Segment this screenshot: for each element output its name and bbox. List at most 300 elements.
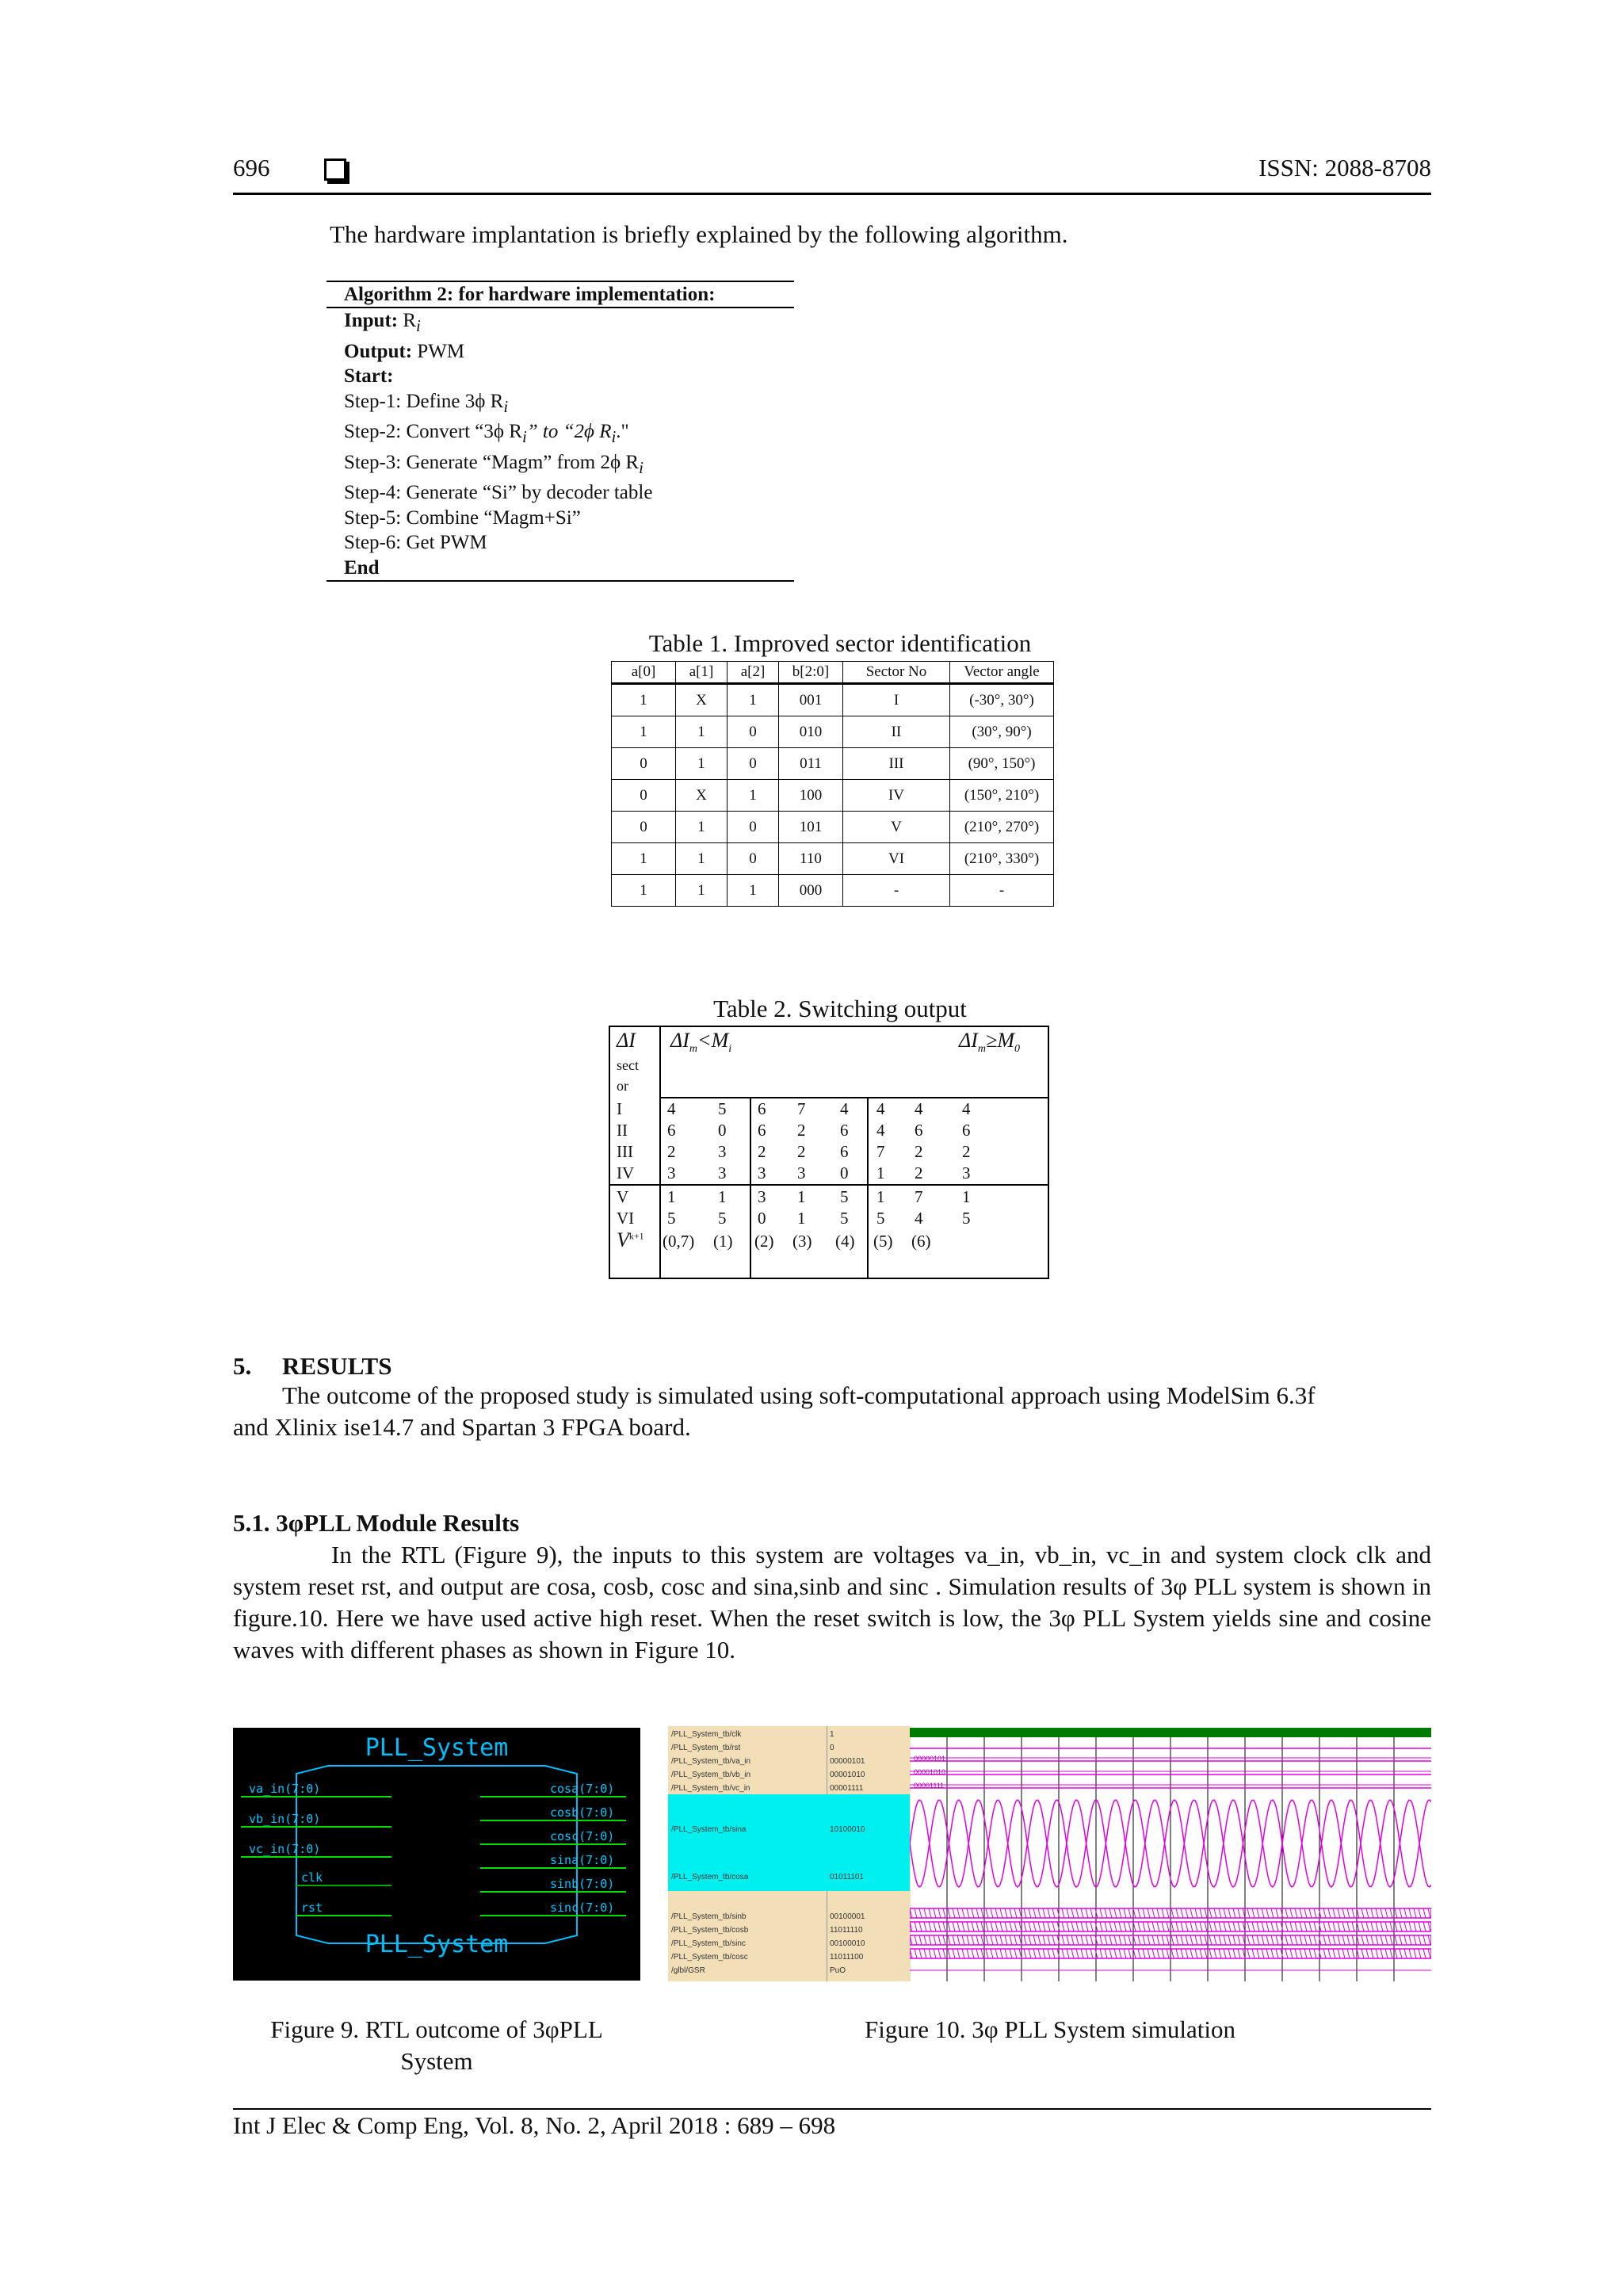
bus-transition	[1262, 1908, 1264, 1918]
bus-transition	[1109, 1949, 1112, 1958]
bus-transition	[1314, 1922, 1316, 1931]
bus-transition	[1419, 1935, 1421, 1945]
bus-transition	[1048, 1949, 1050, 1958]
bus-transition	[1043, 1922, 1045, 1931]
bus-transition	[1314, 1935, 1316, 1945]
bus-transition	[1262, 1949, 1264, 1958]
signal-row[interactable]: /PLL_System_tb/rst 0	[671, 1744, 834, 1752]
table2-cell: 3	[962, 1163, 971, 1182]
bus-transition	[1266, 1922, 1269, 1931]
bus-transition	[1109, 1922, 1112, 1931]
bus-transition	[1338, 1935, 1340, 1945]
bus-transition	[943, 1922, 945, 1931]
table2-sector: I	[617, 1099, 622, 1118]
bus-transition	[1029, 1949, 1031, 1958]
bus-transition	[1385, 1949, 1388, 1958]
table1-cell: 1	[676, 716, 727, 748]
bus-transition	[976, 1935, 979, 1945]
issn: ISSN: 2088-8708	[1258, 154, 1431, 181]
bus-transition	[1214, 1949, 1216, 1958]
bus-transition	[1157, 1908, 1159, 1918]
bus-transition	[1309, 1935, 1312, 1945]
bus-transition	[1090, 1949, 1093, 1958]
bus-transition	[1419, 1949, 1421, 1958]
table-row	[612, 748, 1054, 780]
bus-transition	[1295, 1935, 1297, 1945]
bus-transition	[1086, 1922, 1088, 1931]
rtl-wire	[480, 1867, 626, 1869]
bus-transition	[1038, 1908, 1041, 1918]
bus-transition	[1157, 1922, 1159, 1931]
bus-transition	[1162, 1949, 1164, 1958]
subsection-paragraph: In the RTL (Figure 9), the inputs to this system are voltages va_in, vb_in, vc_in and system clock clk and system reset rst, and output are cosa, cosb, cosc and sina,sinb and sinc . Simulation results of 3φ PLL system is shown in figure.10. Here we have used active high reset. When the reset switch is low, the 3φ PLL System yields sine and cosine waves with different phases as shown in Figure 10.	[233, 1541, 1431, 1664]
signal-row[interactable]: /PLL_System_tb/cosb 11011110	[671, 1926, 863, 1935]
table1-cell: 000	[779, 875, 843, 907]
bus-transition	[1247, 1949, 1250, 1958]
bus-transition	[1295, 1949, 1297, 1958]
signal-row[interactable]: /PLL_System_tb/clk 1	[671, 1730, 834, 1739]
bus-transition	[1328, 1935, 1331, 1945]
bus-transition	[1390, 1922, 1392, 1931]
bus-transition	[1109, 1935, 1112, 1945]
subsection-title: 5.1. 3φPLL Module Results	[233, 1509, 520, 1537]
bus-transition	[1247, 1908, 1250, 1918]
bus-transition	[1128, 1935, 1131, 1945]
bus-transition	[995, 1922, 998, 1931]
table1-cell: X	[676, 780, 727, 812]
rtl-wire	[480, 1891, 626, 1893]
bus-transition	[1200, 1935, 1202, 1945]
bus-transition	[1285, 1908, 1288, 1918]
bus-transition	[1086, 1935, 1088, 1945]
table1-cell: 1	[612, 716, 676, 748]
table2-cell: 4	[876, 1099, 885, 1118]
bus-transition	[1347, 1922, 1350, 1931]
bus-transition	[1167, 1908, 1169, 1918]
table2-vector-label: (1)	[713, 1232, 733, 1251]
bus-transition	[976, 1949, 979, 1958]
bus-transition	[1014, 1908, 1017, 1918]
bus-transition	[1414, 1908, 1416, 1918]
table1-header: a[2]	[727, 662, 779, 684]
algorithm-step-4: Step-4: Generate “Si” by decoder table	[344, 482, 653, 503]
bus-transition	[934, 1949, 936, 1958]
bus-transition	[1295, 1922, 1297, 1931]
bus-transition	[1323, 1908, 1326, 1918]
bus-transition	[1005, 1935, 1007, 1945]
table1-cell: 0	[612, 780, 676, 812]
bus-transition	[948, 1908, 950, 1918]
table1-cell: 1	[612, 684, 676, 716]
bus-transition	[1419, 1922, 1421, 1931]
bus-transition	[1219, 1949, 1221, 1958]
table2-cell: 2	[962, 1142, 971, 1161]
bus-transition	[1076, 1922, 1079, 1931]
table2-cell: 3	[667, 1163, 676, 1182]
bus-transition	[1224, 1908, 1226, 1918]
table2-vector-label: (2)	[754, 1232, 774, 1251]
bus-transition	[1238, 1949, 1240, 1958]
bus-transition	[1048, 1908, 1050, 1918]
bus-transition	[1176, 1908, 1178, 1918]
bus-transition	[1205, 1908, 1207, 1918]
bus-transition	[953, 1949, 955, 1958]
table2-sector: II	[617, 1121, 628, 1140]
bus-transition	[1371, 1922, 1373, 1931]
table-row	[612, 716, 1054, 748]
bus-transition	[1290, 1922, 1293, 1931]
bus-transition	[1181, 1949, 1183, 1958]
bus-transition	[1214, 1908, 1216, 1918]
bus-transition	[1304, 1922, 1307, 1931]
table2-vector-label: (5)	[873, 1232, 893, 1251]
bus-transition	[1276, 1935, 1278, 1945]
bus-transition	[1300, 1949, 1302, 1958]
table1-cell: VI	[843, 843, 950, 875]
bus-transition	[1285, 1922, 1288, 1931]
table2-left-condition: $\Delta I_m<M_i$	[670, 1029, 732, 1056]
bus-transition	[1328, 1908, 1331, 1918]
table2-or-label: or	[617, 1078, 628, 1094]
table2-cell: 0	[758, 1209, 766, 1228]
bus-transition	[1276, 1908, 1278, 1918]
bus-transition	[1409, 1922, 1411, 1931]
signal-row[interactable]: /PLL_System_tb/sina 10100010	[671, 1825, 865, 1834]
bus-transition	[929, 1922, 931, 1931]
algorithm-output: Output: PWM	[344, 340, 465, 362]
bus-transition	[1395, 1949, 1397, 1958]
bus-transition	[1342, 1949, 1345, 1958]
table2-cell: 2	[915, 1142, 923, 1161]
table2-cell: 5	[840, 1209, 849, 1228]
table2-sector: III	[617, 1142, 633, 1161]
bus-transition	[1304, 1949, 1307, 1958]
table2-cell: 6	[758, 1121, 766, 1140]
bus-transition	[953, 1935, 955, 1945]
bus-transition	[1233, 1922, 1235, 1931]
table2-cell: 6	[840, 1121, 849, 1140]
signal-row[interactable]: /PLL_System_tb/cosa 01011101	[671, 1873, 865, 1881]
bus-transition	[1390, 1949, 1392, 1958]
bus-transition	[1052, 1908, 1055, 1918]
bus-transition	[1067, 1908, 1069, 1918]
table2-cell: 3	[758, 1163, 766, 1182]
rtl-wire	[296, 1915, 391, 1916]
rtl-wire	[480, 1843, 626, 1845]
bus-transition	[1005, 1908, 1007, 1918]
bus-transition	[957, 1949, 960, 1958]
table2-divider	[659, 1097, 1048, 1098]
bus-transition	[1138, 1908, 1140, 1918]
bus-transition	[1100, 1949, 1102, 1958]
bus-transition	[1162, 1935, 1164, 1945]
bus-transition	[1271, 1935, 1274, 1945]
bus-transition	[962, 1935, 964, 1945]
algorithm-step-6: Step-6: Get PWM	[344, 532, 487, 553]
bus-transition	[1181, 1908, 1183, 1918]
bus-transition	[1252, 1935, 1254, 1945]
table1-cell: 1	[727, 875, 779, 907]
bus-transition	[1390, 1935, 1392, 1945]
bus-transition	[1342, 1922, 1345, 1931]
bus-transition	[915, 1922, 917, 1931]
bus-transition	[1252, 1922, 1254, 1931]
bus-transition	[1014, 1949, 1017, 1958]
bus-transition	[1167, 1935, 1169, 1945]
waveform-plot[interactable]	[910, 1726, 1431, 1981]
bus-transition	[1143, 1935, 1145, 1945]
signal-row[interactable]: /PLL_System_tb/cosc 11011100	[671, 1953, 864, 1962]
bus-transition	[1105, 1949, 1107, 1958]
bus-transition	[1376, 1908, 1378, 1918]
table1-cell: 0	[727, 812, 779, 843]
bus-transition	[929, 1908, 931, 1918]
bus-transition	[1233, 1935, 1235, 1945]
bus-transition	[1152, 1935, 1155, 1945]
bus-transition	[1285, 1935, 1288, 1945]
bus-transition	[1152, 1908, 1155, 1918]
signal-row[interactable]: /PLL_System_tb/va_in 00000101	[671, 1757, 865, 1766]
bus-transition	[1029, 1935, 1031, 1945]
rtl-block-title: PLL_System	[365, 1734, 509, 1762]
bus-transition	[1247, 1935, 1250, 1945]
section-paragraph-line: The outcome of the proposed study is simulated using soft-computational approach using ModelSim 6.3f	[282, 1381, 1316, 1409]
rtl-input-pin: clk	[301, 1870, 323, 1885]
bus-transition	[1300, 1908, 1302, 1918]
table1-cell: 0	[727, 716, 779, 748]
bus-transition	[1067, 1949, 1069, 1958]
bus-transition	[1361, 1908, 1364, 1918]
bus-transition	[1162, 1922, 1164, 1931]
bus-transition	[1105, 1922, 1107, 1931]
bus-transition	[991, 1935, 993, 1945]
bus-transition	[1071, 1922, 1074, 1931]
table2-cell: 7	[915, 1187, 923, 1206]
bus-transition	[991, 1908, 993, 1918]
bus-transition	[1347, 1949, 1350, 1958]
table1-cell: 0	[727, 843, 779, 875]
signal-row[interactable]: /PLL_System_tb/sinb 00100001	[671, 1912, 865, 1921]
table1-cell: (30°, 90°)	[950, 716, 1054, 748]
bus-transition	[1100, 1935, 1102, 1945]
bus-transition	[1347, 1935, 1350, 1945]
bus-transition	[1309, 1949, 1312, 1958]
table1-cell: 011	[779, 748, 843, 780]
table1-cell: III	[843, 748, 950, 780]
table2-divider	[867, 1098, 869, 1278]
bus-transition	[1005, 1922, 1007, 1931]
bus-transition	[957, 1908, 960, 1918]
bus-transition	[1423, 1935, 1426, 1945]
bus-transition	[1342, 1935, 1345, 1945]
table1-cell: 110	[779, 843, 843, 875]
section-number: 5.	[233, 1352, 252, 1380]
table2-vector-label: (3)	[792, 1232, 812, 1251]
bus-transition	[1010, 1922, 1012, 1931]
table1-header-row	[612, 662, 1054, 684]
rtl-output-pin: cosa(7:0)	[550, 1782, 615, 1796]
table1-cell: 1	[676, 843, 727, 875]
bus-transition	[1338, 1949, 1340, 1958]
signal-row[interactable]: /glbl/GSR PuO	[671, 1966, 846, 1975]
table1-cell: 1	[727, 780, 779, 812]
header-rule	[233, 193, 1431, 195]
table1-cell: -	[843, 875, 950, 907]
table2-cell: 6	[840, 1142, 849, 1161]
bus-transition	[1404, 1935, 1407, 1945]
figure9-rtl-schematic	[233, 1728, 640, 1981]
bus-transition	[981, 1908, 983, 1918]
bus-transition	[1176, 1949, 1178, 1958]
bus-transition	[1148, 1908, 1150, 1918]
bus-transition	[1109, 1908, 1112, 1918]
bus-transition	[1314, 1949, 1316, 1958]
algorithm-step-2: Step-2: Convert “3ϕ $R_i$” to “2ϕ $R_i$."	[344, 421, 629, 446]
bus-transition	[1233, 1949, 1235, 1958]
bus-transition	[1148, 1949, 1150, 1958]
algorithm-step-1: Step-1: Define 3ϕ $R_i$	[344, 390, 509, 416]
table2-cell: 5	[962, 1209, 971, 1228]
rtl-output-pin: sinb(7:0)	[550, 1877, 615, 1891]
bus-transition	[1205, 1935, 1207, 1945]
bus-transition	[1171, 1935, 1174, 1945]
bus-transition	[967, 1935, 969, 1945]
bus-transition	[948, 1949, 950, 1958]
page-header	[233, 149, 1431, 190]
bus-transition	[1404, 1908, 1407, 1918]
bus-transition	[1209, 1935, 1212, 1945]
bus-transition	[986, 1908, 988, 1918]
bus-transition	[1404, 1922, 1407, 1931]
bus-transition	[1409, 1908, 1411, 1918]
bus-transition	[1043, 1949, 1045, 1958]
bus-transition	[1409, 1935, 1411, 1945]
bus-transition	[1033, 1935, 1036, 1945]
bus-transition	[1071, 1949, 1074, 1958]
rtl-output-pin: sina(7:0)	[550, 1853, 615, 1867]
table2-cell: 4	[667, 1099, 676, 1118]
bus-transition	[991, 1922, 993, 1931]
bus-transition	[1124, 1922, 1126, 1931]
bus-transition	[972, 1935, 974, 1945]
table2-cell: 7	[876, 1142, 885, 1161]
bus-transition	[1304, 1908, 1307, 1918]
bus-transition	[1186, 1949, 1188, 1958]
table2-cell: 4	[962, 1099, 971, 1118]
bus-transition	[1062, 1922, 1064, 1931]
bus-transition	[986, 1922, 988, 1931]
bus-transition	[1428, 1908, 1430, 1918]
table1-cell: 010	[779, 716, 843, 748]
bus-transition	[1048, 1935, 1050, 1945]
bus-transition	[1038, 1949, 1041, 1958]
bus-transition	[924, 1949, 926, 1958]
bus-transition	[1224, 1922, 1226, 1931]
table2-cell: 6	[962, 1121, 971, 1140]
bus-transition	[1219, 1908, 1221, 1918]
bus-transition	[1366, 1922, 1369, 1931]
bus-transition	[1190, 1922, 1193, 1931]
bus-transition	[1081, 1935, 1083, 1945]
bus-transition	[962, 1949, 964, 1958]
rtl-block-title-bottom: PLL_System	[365, 1931, 509, 1958]
bus-transition	[1186, 1935, 1188, 1945]
bus-transition	[1052, 1949, 1055, 1958]
bus-transition	[1238, 1922, 1240, 1931]
bus-transition	[1376, 1922, 1378, 1931]
table2-cell: 1	[797, 1209, 806, 1228]
bus-transition	[967, 1922, 969, 1931]
bus-transition	[1138, 1935, 1140, 1945]
bus-transition	[1010, 1908, 1012, 1918]
bus-transition	[1195, 1949, 1197, 1958]
bus-transition	[995, 1949, 998, 1958]
signal-row[interactable]: /PLL_System_tb/vc_in 00001111	[671, 1784, 864, 1793]
bus-transition	[1209, 1949, 1212, 1958]
bus-transition	[1209, 1908, 1212, 1918]
bus-transition	[1038, 1935, 1041, 1945]
bus-transition	[1252, 1949, 1254, 1958]
bus-transition	[1309, 1922, 1312, 1931]
bus-transition	[1266, 1908, 1269, 1918]
bus-transition	[967, 1949, 969, 1958]
table2-cell: 5	[718, 1099, 727, 1118]
bus-transition	[943, 1949, 945, 1958]
bus-transition	[1195, 1935, 1197, 1945]
bus-transition	[1257, 1949, 1259, 1958]
bus-transition	[1128, 1908, 1131, 1918]
rtl-wire	[241, 1826, 391, 1828]
bus-transition	[1114, 1935, 1117, 1945]
bus-transition	[1086, 1908, 1088, 1918]
table1-caption: Table 1. Improved sector identification	[648, 629, 1032, 657]
table2-cell: 3	[718, 1163, 727, 1182]
bus-transition	[1257, 1908, 1259, 1918]
bus-transition	[1148, 1935, 1150, 1945]
table2-cell: 4	[915, 1099, 923, 1118]
bus-transition	[1148, 1922, 1150, 1931]
signal-row[interactable]: /PLL_System_tb/sinc 00100010	[671, 1939, 865, 1948]
rtl-wire	[241, 1856, 391, 1858]
bus-transition	[1381, 1935, 1383, 1945]
table2-cell: 6	[915, 1121, 923, 1140]
table2-cell: 2	[758, 1142, 766, 1161]
table1-cell: 1	[612, 843, 676, 875]
bus-transition	[1138, 1949, 1140, 1958]
bus-transition	[1005, 1949, 1007, 1958]
table2-caption: Table 2. Switching output	[713, 995, 967, 1022]
bus-transition	[995, 1908, 998, 1918]
bus-transition	[1214, 1922, 1216, 1931]
bus-transition	[1176, 1922, 1178, 1931]
table2-cell: 6	[667, 1121, 676, 1140]
bus-transition	[1414, 1949, 1416, 1958]
bus-transition	[1361, 1935, 1364, 1945]
table2-cell: 3	[758, 1187, 766, 1206]
bus-transition	[929, 1935, 931, 1945]
clock-wave	[910, 1728, 1431, 1737]
bus-transition	[915, 1949, 917, 1958]
bus-transition	[938, 1935, 941, 1945]
table2-cell: 4	[915, 1209, 923, 1228]
table2-cell: 1	[876, 1163, 885, 1182]
bus-transition	[934, 1922, 936, 1931]
signal-row[interactable]: /PLL_System_tb/vb_in 00001010	[671, 1771, 865, 1779]
bus-transition	[1361, 1949, 1364, 1958]
bus-transition	[1105, 1935, 1107, 1945]
bus-transition	[1404, 1949, 1407, 1958]
bus-transition	[957, 1935, 960, 1945]
